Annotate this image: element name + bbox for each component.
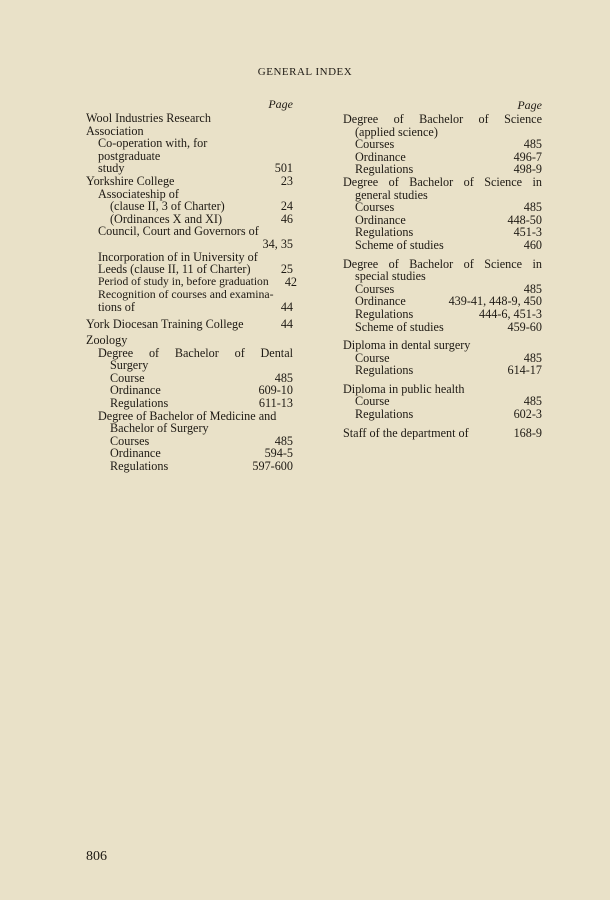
page-ref: 485 (274, 370, 293, 385)
page-ref: 597-600 (252, 459, 293, 474)
index-subentry: (clause II, 3 of Charter) 24 (110, 199, 293, 214)
index-subentry: Regulations 602-3 (355, 407, 542, 422)
index-subentry: study 501 (98, 161, 293, 176)
index-column-left (86, 97, 297, 474)
index-subentry: Regulations 597-600 (110, 459, 293, 474)
page-ref: 168-9 (513, 425, 542, 440)
index-subentry: Ordinance 448-50 (355, 212, 542, 227)
page-ref: 602-3 (513, 407, 542, 422)
index-subentry: Course 485 (355, 350, 542, 365)
index-subentry: tions of 44 (98, 299, 293, 314)
page-ref: 609-10 (258, 383, 293, 398)
page-ref: 23 (280, 173, 293, 188)
index-entry: York Diocesan Training College 44 (86, 316, 293, 331)
index-entry: Degree of Bachelor of Science (343, 112, 542, 126)
index-subentry: Period of study in, before graduation 42 (98, 274, 297, 289)
page-ref: 448-50 (507, 212, 542, 227)
index-subentry: (applied science) (355, 124, 438, 139)
page-ref: 44 (280, 316, 293, 331)
page-ref: 496-7 (513, 149, 542, 164)
page-number: 806 (86, 849, 107, 864)
page-ref: 34, 35 (262, 236, 293, 251)
page-ref: 498-9 (513, 162, 542, 177)
page-ref: 42 (284, 274, 297, 289)
index-subentry: Associateship of (98, 186, 179, 201)
page-ref: 485 (523, 394, 542, 409)
index-subentry: Recognition of courses and examina- (98, 287, 274, 302)
page-ref: 485 (523, 137, 542, 152)
index-entry: Zoology (86, 333, 128, 348)
index-subentry: Regulations 451-3 (355, 225, 542, 240)
index-subentry: Regulations 611-13 (110, 396, 293, 411)
index-subentry (86, 238, 293, 251)
index-subentry: Courses 485 (110, 433, 293, 448)
index-subentry: special studies (355, 269, 426, 284)
index-subentry: Ordinance 439-41, 448-9, 450 (355, 294, 542, 309)
page-ref: 459-60 (507, 319, 542, 334)
index-subentry: Scheme of studies 459-60 (355, 319, 542, 334)
index-subentry: Course 485 (355, 394, 542, 409)
index-subentry: Leeds (clause II, 11 of Charter) 25 (98, 262, 293, 277)
page-ref: 460 (523, 237, 542, 252)
index-subentry: (Ordinances X and XI) 46 (110, 211, 293, 226)
page-ref: 594-5 (264, 446, 293, 461)
page-ref: 485 (274, 433, 293, 448)
page-ref: 24 (280, 199, 293, 214)
page-ref: 501 (274, 161, 293, 176)
page-ref: 485 (523, 200, 542, 215)
index-subentry: Degree of Bachelor of Dental (98, 345, 293, 360)
page-ref: 439-41, 448-9, 450 (448, 294, 542, 309)
page-ref: 46 (280, 211, 293, 226)
index-entry: Diploma in dental surgery (343, 338, 471, 353)
index-entry: Degree of Bachelor of Science in (343, 174, 542, 189)
index-subentry: Incorporation of in University of (98, 249, 258, 264)
page-header-title: GENERAL INDEX (257, 66, 353, 78)
page-ref: 485 (523, 281, 542, 296)
index-subentry: Degree of Bachelor of Medicine and (98, 408, 277, 423)
index-entry: Wool Industries Research Association (86, 111, 211, 138)
page-ref: 485 (523, 350, 542, 365)
index-entry: Yorkshire College 23 (86, 173, 293, 188)
index-entry: Diploma in public health (343, 381, 465, 396)
index-subentry: Courses 485 (355, 281, 542, 296)
index-subentry: Regulations 614-17 (355, 363, 542, 378)
index-column-right (343, 99, 542, 439)
index-subentry: Ordinance 594-5 (110, 446, 293, 461)
page-ref: 444-6, 451-3 (479, 306, 542, 321)
index-subentry: Courses 485 (355, 200, 542, 215)
index-subentry: Bachelor of Surgery (110, 421, 209, 436)
index-subentry: Course 485 (110, 370, 293, 385)
index-subentry: Surgery (110, 358, 149, 373)
index-subentry: general studies (355, 187, 428, 202)
index-entry: Degree of Bachelor of Science in (343, 256, 542, 271)
page-ref: 25 (280, 262, 293, 277)
index-subentry: Council, Court and Governors of (98, 224, 259, 239)
index-entry: Staff of the department of 168-9 (343, 425, 542, 440)
index-subentry: Scheme of studies 460 (355, 237, 542, 252)
page-column-heading: Page (517, 98, 542, 112)
page-ref: 611-13 (258, 396, 293, 411)
page-ref: 451-3 (513, 225, 542, 240)
index-subentry: Ordinance 496-7 (355, 149, 542, 164)
page-column-heading: Page (268, 97, 293, 111)
index-subentry: Regulations 444-6, 451-3 (355, 306, 542, 321)
index-subentry: Co-operation with, for postgraduate (98, 136, 208, 163)
index-subentry: Ordinance 609-10 (110, 383, 293, 398)
page-ref: 614-17 (507, 363, 542, 378)
page-ref: 44 (280, 299, 293, 314)
index-subentry: Courses 485 (355, 137, 542, 152)
index-subentry: Regulations 498-9 (355, 162, 542, 177)
